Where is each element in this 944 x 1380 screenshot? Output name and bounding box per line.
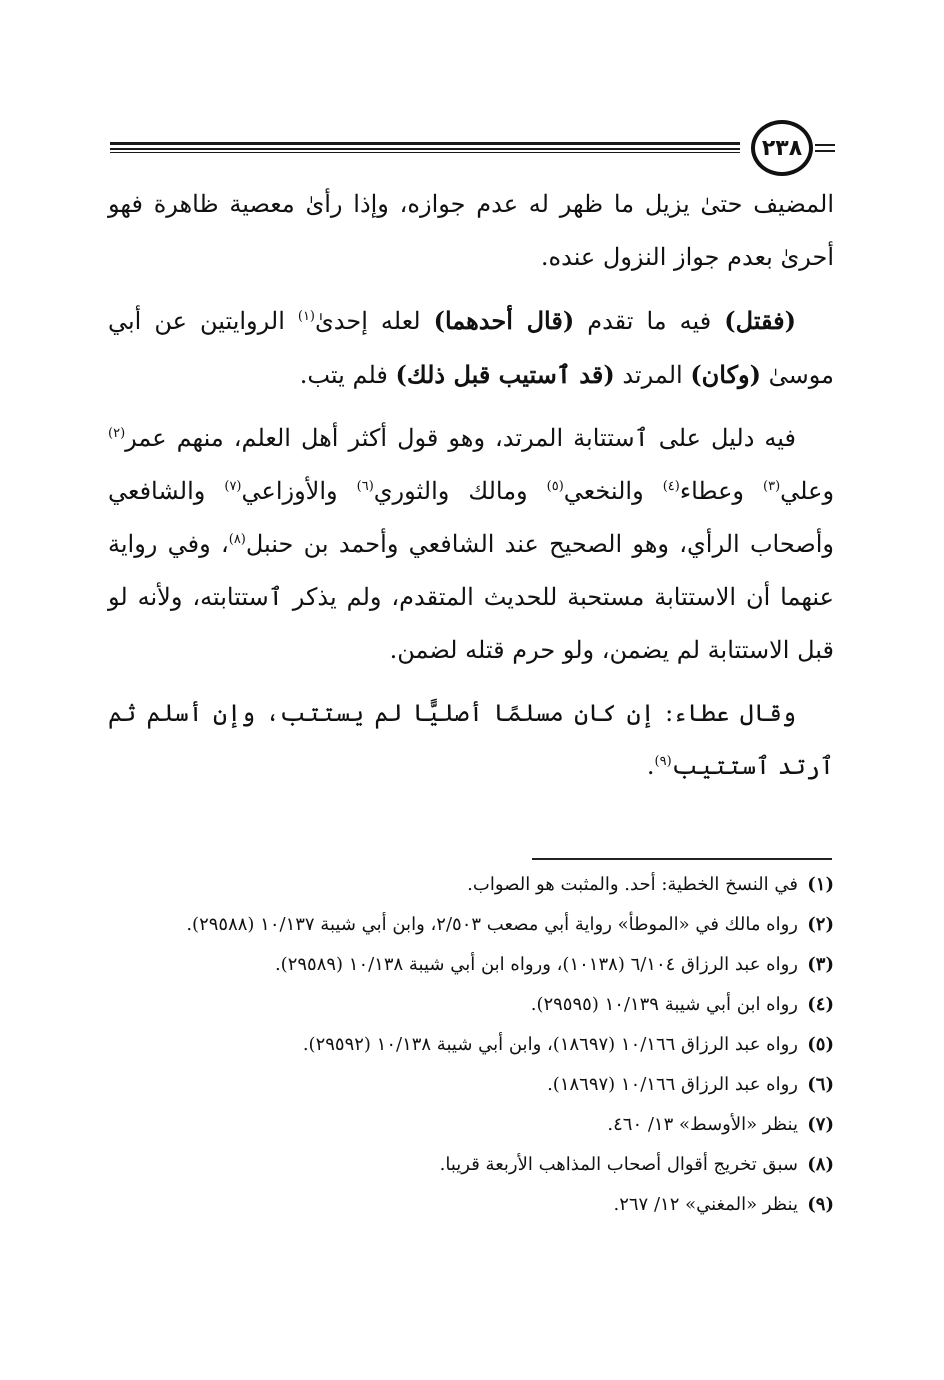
- footnote-number: (٦): [807, 1074, 834, 1095]
- text-run: والأوزاعي: [241, 477, 357, 505]
- footnote-number: (٤): [807, 994, 834, 1015]
- footnote-ref[interactable]: (٧): [224, 479, 242, 494]
- text-run: .: [646, 752, 655, 780]
- header-rule-tail: [815, 150, 835, 152]
- footnote-ref[interactable]: (١): [297, 309, 315, 324]
- footnote: [108, 870, 834, 900]
- header-rule: [110, 142, 740, 145]
- paragraph-2: [108, 294, 834, 402]
- footnote-separator: [532, 858, 832, 860]
- text-run: وعلي: [780, 477, 835, 505]
- footnote-ref[interactable]: (٥): [546, 479, 564, 494]
- text-run: لعله إحدىٰ: [315, 307, 434, 335]
- footnote: [108, 1070, 834, 1100]
- footnote-text: رواه عبد الرزاق ٦/١٠٤ (١٠١٣٨)، ورواه ابن أبي شيبة ١٠/١٣٨ (٢٩٥٨٩).: [274, 954, 798, 975]
- footnote-text: ينظر «الأوسط» ١٣/ ٤٦٠.: [607, 1114, 798, 1135]
- paragraph-3: [108, 412, 834, 677]
- text-run: فلم يتب.: [299, 361, 396, 389]
- footnote: [108, 910, 834, 940]
- main-text: [108, 178, 834, 803]
- header-rule: [110, 148, 740, 150]
- footnote-ref[interactable]: (٣): [763, 479, 781, 494]
- footnote-ref[interactable]: (٨): [228, 532, 246, 547]
- footnote-number: (١): [807, 874, 834, 895]
- footnote-text: في النسخ الخطية: أحد. والمثبت هو الصواب.: [467, 874, 798, 895]
- footnote-text: ينظر «المغني» ١٢/ ٢٦٧.: [613, 1194, 798, 1215]
- footnote-ref[interactable]: (٩): [654, 754, 672, 769]
- bold-quote: (قال أحدهما): [433, 306, 575, 335]
- header-rule-tail: [815, 144, 835, 146]
- footnote-text: رواه ابن أبي شيبة ١٠/١٣٩ (٢٩٥٩٥).: [530, 994, 798, 1015]
- footnote-number: (٩): [807, 1194, 834, 1215]
- footnote: [108, 1030, 834, 1060]
- footnotes: [108, 870, 834, 1230]
- footnote-ref[interactable]: (٤): [662, 479, 680, 494]
- text-run: ومالك والثوري: [373, 477, 547, 505]
- footnote-number: (٨): [807, 1154, 834, 1175]
- footnote: [108, 990, 834, 1020]
- footnote: [108, 1110, 834, 1140]
- header-rule: [110, 152, 740, 153]
- text-run: فيه دليل على ٱستتابة المرتد، وهو قول أكثر أهل العلم، منهم عمر: [125, 424, 796, 452]
- bold-quote: (فقتل): [724, 306, 796, 335]
- footnote-text: سبق تخريج أقوال أصحاب المذاهب الأربعة قريبا.: [439, 1154, 798, 1175]
- text-run: فيه ما تقدم: [574, 307, 725, 335]
- footnote-number: (٢): [807, 914, 834, 935]
- footnote-ref[interactable]: (٦): [356, 479, 374, 494]
- footnote-number: (٧): [807, 1114, 834, 1135]
- page-number: ٢٣٨: [751, 120, 813, 176]
- paragraph-1: المضيف حتىٰ يزيل ما ظهر له عدم جوازه، وإذا رأىٰ معصية ظاهرة فهو أحرىٰ بعدم جواز النزول عنده.: [108, 190, 834, 271]
- footnote-text: رواه مالك في «الموطأ» رواية أبي مصعب ٢/٥٠٣، وابن أبي شيبة ١٠/١٣٧ (٢٩٥٨٨).: [186, 914, 798, 935]
- footnote: [108, 1190, 834, 1220]
- text-run: والشافعي وأصحاب الرأي، وهو الصحيح عند الشافعي وأحمد بن حنبل: [108, 477, 834, 558]
- footnote-number: (٥): [807, 1034, 834, 1055]
- footnote-text: رواه عبد الرزاق ١٠/١٦٦ (١٨٦٩٧)، وابن أبي شيبة ١٠/١٣٨ (٢٩٥٩٢).: [302, 1034, 798, 1055]
- footnote-ref[interactable]: (٢): [108, 426, 126, 441]
- footnote-number: (٣): [807, 954, 834, 975]
- text-run: وعطاء: [679, 477, 764, 505]
- text-run: وقال عطاء: إن كان مسلمًا أصليًّا لم يستتب، وإن أسلم ثم ٱرتد ٱستتيب: [108, 699, 834, 780]
- footnote-text: رواه عبد الرزاق ١٠/١٦٦ (١٨٦٩٧).: [547, 1074, 798, 1095]
- bold-quote: (وكان): [690, 360, 761, 389]
- bold-quote: (قد ٱستيب قبل ذلك): [395, 360, 615, 389]
- text-run: والنخعي: [563, 477, 663, 505]
- footnote: [108, 950, 834, 980]
- text-run: ، وفي رواية عنهما أن الاستتابة مستحبة للحديث المتقدم، ولم يذكر ٱستتابته، ولأنه لو قبل الاستتابة لم يضمن، ولو حرم قتله لضمن.: [108, 530, 834, 664]
- paragraph-4: [108, 687, 834, 793]
- page-header: [110, 108, 835, 188]
- text-run: المرتد: [614, 361, 691, 389]
- text-run: الروايتين عن أبي موسىٰ: [108, 307, 834, 389]
- footnote: [108, 1150, 834, 1180]
